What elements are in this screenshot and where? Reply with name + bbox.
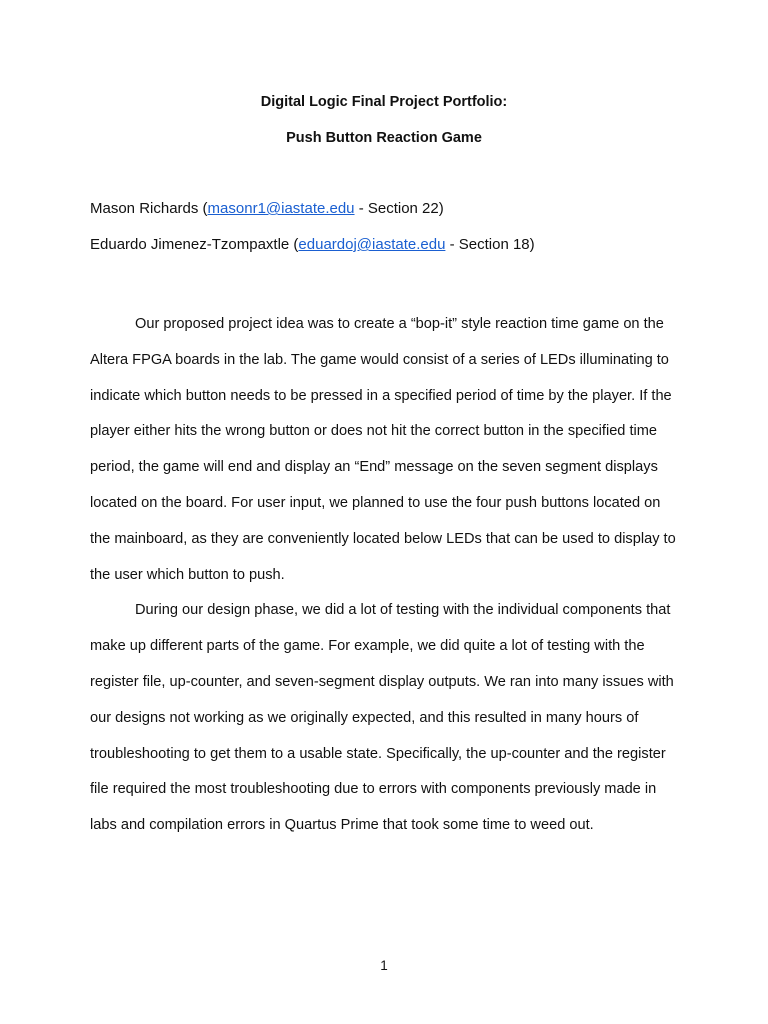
document-title: Digital Logic Final Project Portfolio:: [260, 94, 508, 110]
document-body: [90, 307, 680, 844]
author-email-link[interactable]: masonr1@iastate.edu: [207, 200, 355, 217]
document-subtitle: Push Button Reaction Game: [286, 130, 482, 146]
author-name: Eduardo Jimenez-Tzompaxtle (: [90, 236, 299, 253]
author-section: - Section 22): [354, 200, 444, 217]
author-section: - Section 18): [445, 236, 535, 253]
page-number: 1: [380, 958, 388, 973]
body-paragraph: During our design phase, we did a lot of testing with the individual components that make up different parts of the game. For example, we did quite a lot of testing with the register file, up-counter, and seven-segment display outputs. We ran into many issues with our designs not working as we originally expected, and this resulted in many hours of troubleshooting to get them to a usable state. Specifically, the up-counter and the register file required the most troubleshooting due to errors with components previously made in labs and compilation errors in Quartus Prime that took some time to weed out.: [90, 602, 674, 834]
author-email-link[interactable]: eduardoj@iastate.edu: [298, 236, 446, 253]
author-line: [90, 200, 690, 218]
author-name: Mason Richards (: [90, 200, 208, 217]
body-paragraph: Our proposed project idea was to create a “bop-it” style reaction time game on the Altera FPGA boards in the lab. The game would consist of a series of LEDs illuminating to indicate which button needs to be pressed in a specified period of time by the player. If the player either hits the wrong button or does not hit the correct button in the specified time period, the game will end and display an “End” message on the seven segment displays located on the board. For user input, we planned to use the four push buttons located on the mainboard, as they are conveniently located below LEDs that can be used to display to the user which button to push.: [90, 316, 676, 583]
author-line: [90, 236, 690, 254]
